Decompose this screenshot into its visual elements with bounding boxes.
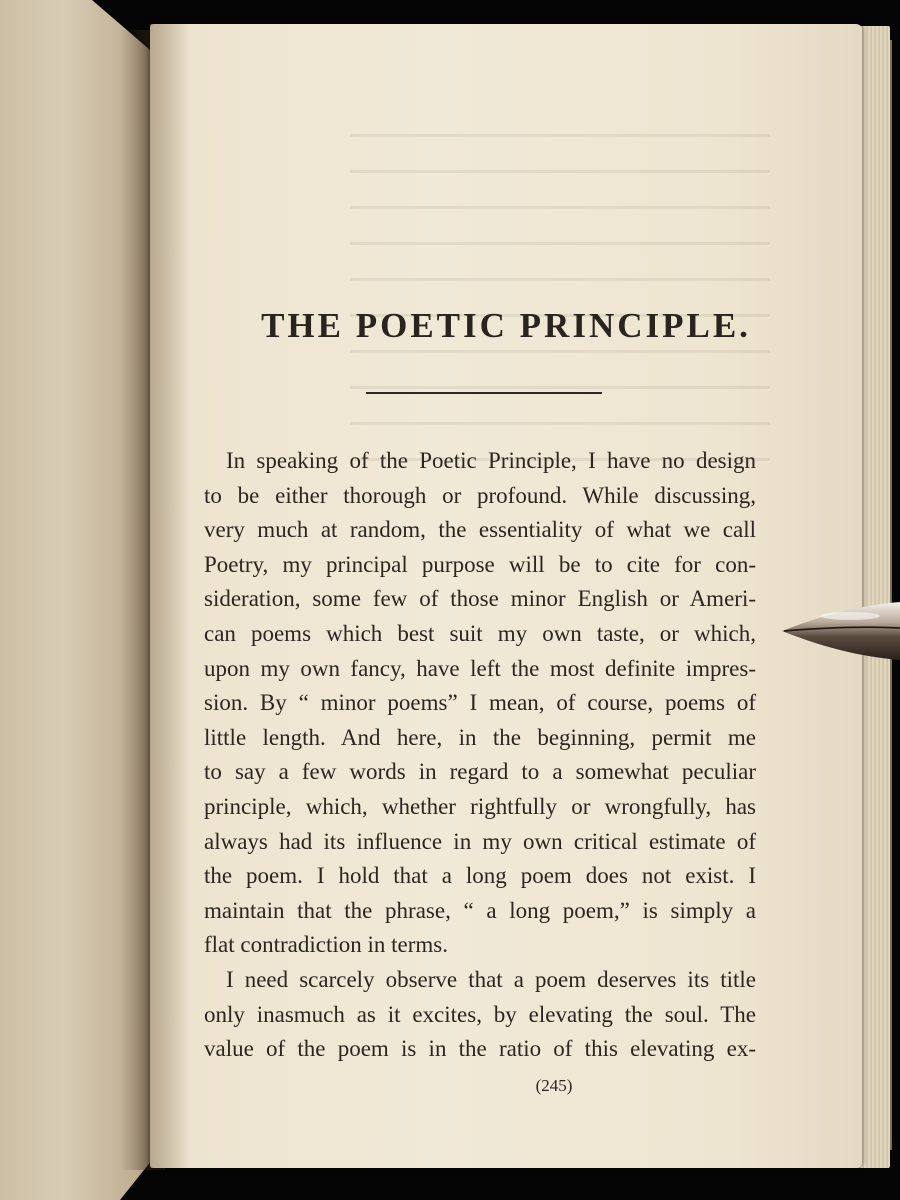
chapter-title: THE POETIC PRINCIPLE. [261,306,751,345]
page-number: (245) [535,1076,573,1095]
text-line: can poems which best suit my own taste, or which, [204,620,756,646]
text-line: I need scarcely observe that a poem deserves its title [226,966,756,992]
text-line: very much at random, the essentiality of what we call [204,517,756,543]
title-rule [366,392,602,394]
text-line: sion. By “ minor poems” I mean, of course, poems of [204,690,756,716]
body-text [204,444,756,1067]
text-line: Poetry, my principal purpose will be to cite for con- [204,551,756,577]
text-line: always had its influence in my own critical estimate of [204,828,756,854]
text-line: to be either thorough or profound. While discussing, [204,482,756,508]
text-line: value of the poem is in the ratio of this elevating ex- [204,1036,756,1062]
text-line: In speaking of the Poetic Principle, I have no design [226,448,756,473]
text-line: flat contradiction in terms. [204,932,448,958]
text-line: maintain that the phrase, “ a long poem,” is simply a [204,897,756,923]
text-line: sideration, some few of those minor English or Ameri- [204,586,756,612]
pen-nib-icon [780,598,900,664]
text-line: only inasmuch as it excites, by elevating the soul. The [204,1001,756,1027]
text-line: to say a few words in regard to a somewhat peculiar [204,759,756,785]
page-gutter [150,24,190,1168]
right-page [150,24,862,1168]
text-line: upon my own fancy, have left the most definite impres- [204,655,756,681]
text-line: little length. And here, in the beginning, permit me [204,724,756,750]
text-line: the poem. I hold that a long poem does not exist. I [204,863,756,889]
text-line: principle, which, whether rightfully or wrongfully, has [204,793,756,819]
